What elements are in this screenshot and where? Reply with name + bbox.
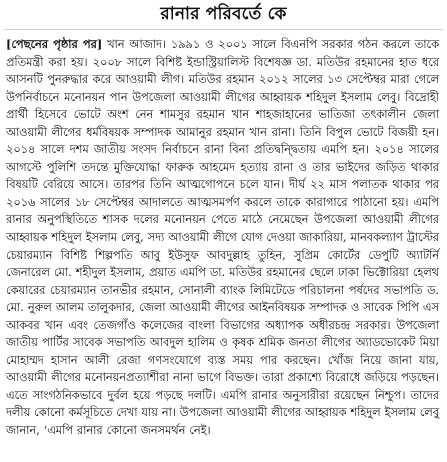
article-body [6,36,439,440]
continued-from-label: [পেছনের পৃষ্ঠার পর] [6,37,103,51]
article-text: খান আজাদ। ১৯৯১ ও ২০০১ সালে বিএনপি সরকার গঠন করলে তাকে প্রতিমন্ত্রী করা হয়। ২০০৮ সালে বিশিষ্ট ইন্ডাস্ট্রিয়ালিস্ট বিশেষজ্ঞ ডা. মতিউর রহমানের হাত ধরে আসনটি পুনরুদ্ধার করে আওয়ামী লীগ। মতিউর রহমান ২০১২ সালের ১৩ সেপ্টেম্বর মারা গেলে উপনির্বাচনে মনোনয়ন পান উপজেলা আওয়ামী লীগের আহ্বায়ক শহিদুল ইসলাম লেবু। বিদ্রোহী প্রার্থী হিসেবে ভোটে অংশ নেন শামসুর রহমান খান শাহজাহানের ভাতিজা তৎকালীন জেলা আওয়ামী লীগের ধর্মবিষয়ক সম্পাদক আমানুর রহমান খান রানা। তিনি বিপুল ভোটে বিজয়ী হন। ২০১৪ সালে দশম জাতীয় সংসদ নির্বাচনে রানা বিনা প্রতিদ্বন্দ্বিতায় এমপি হন। ২০১৪ সালের আগস্টে পুলিশি তদন্তে মুক্তিযোদ্ধা ফারুক আহমেদ হত্যায় রানা ও তার ভাইদের জড়িত থাকার বিষয়টি বেরিয়ে আসে। তারপর তিনি আত্মগোপনে চলে যান। দীর্ঘ ২২ মাস পলাতক থাকার পর ২০১৬ সালের ১৮ সেপ্টেম্বর আদালতে আত্মসমর্পণ করলে তাকে কারাগারে পাঠানো হয়। এমপি রানার অনুপস্থিতিতে শাসক দলের মনোনয়ন পেতে মাঠে নেমেছেন উপজেলা আওয়ামী লীগের আহ্বায়ক শহিদুল ইসলাম লেবু, সদ্য আওয়ামী লীগে যোগ দেওয়া জাকারিয়া, মানবকল্যাণ ট্রাস্টের চেয়ারম্যান বিশিষ্ট শিল্পপতি আবু ইউসুফ আবদুল্লাহ তুহিন, সুপ্রিম কোর্টের ডেপুটি অ্যাটর্নি জেনারেল মো. শহীদুল ইসলাম, প্রয়াত এমপি ডা. মতিউর রহমানের ছেলে ঢাকা ভিক্টোরিয়া হেলথ কেয়ারের চেয়ারম্যান তানভীর রহমান, সোনালী ব্যাংক লিমিটেডে পরিচালনা পর্ষদের সভাপতি ড. মো. নুরুল আলম তালুকদার, জেলা আওয়ামী লীগের আইনবিষয়ক সম্পাদক ও সাবেক পিপি এস আকবর খান এবং তেজগাঁও কলেজের বাংলা বিভাগের অধ্যাপক অধীরচন্দ্র সরকার। উপজেলা জাতীয় পার্টির সাবেক সভাপতি আবদুল হালিম ও কৃষক শ্রমিক জনতা লীগের অ্যাডভোকেট মিয়া মোহাম্মদ হাসান আলী রেজা গণসংযোগে ব্যস্ত সময় পার করছেন। খোঁজ নিয়ে জানা যায়, আওয়ামী লীগের মনোনয়নপ্রত্যাশীরা নানা ভাগে বিভক্ত। তারা প্রকাশ্যে বিরোধে জড়িয়ে পড়ছেন। এতে সাংগঠনিকভাবে দুর্বল হয়ে পড়ছে দলটি। এমপি রানার অনুসারীরা রয়েছেন নিশ্চুপ। তাদের দলীয় কোনো কর্মসূচিতে দেখা যায় না। উপজেলা আওয়ামী লীগের আহ্বায়ক শহিদুল ইসলাম লেবু জানান, ‘এমপি রানার কোনো জনসমর্থন নেই। [6,38,439,438]
headline-container [0,4,447,24]
headline: রানার পরিবর্তে কে [160,4,287,24]
headline-divider [4,29,443,30]
